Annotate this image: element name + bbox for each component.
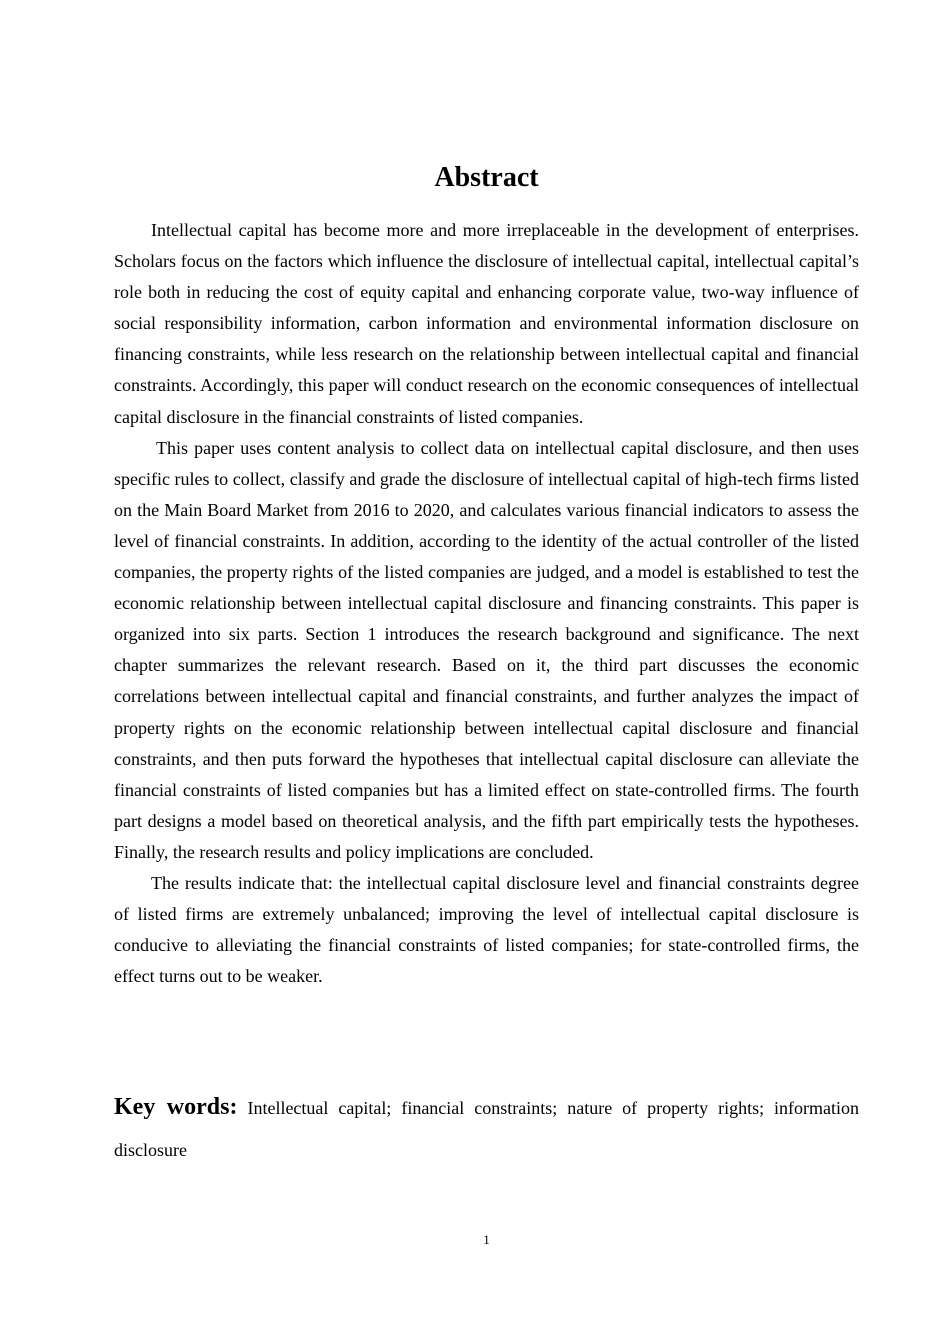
abstract-paragraph-2: This paper uses content analysis to collect data on intellectual capital disclosure, and then uses specific rules to collect, classify and grade the disclosure of intellectual capital of high-tech firms listed on the Main Board Market from 2016 to 2020, and calculates various financial indicators to assess the level of financial constraints. In addition, according to the identity of the actual controller of the listed companies, the property rights of the listed companies are judged, and a model is established to test the economic relationship between intellectual capital disclosure and financing constraints. This paper is organized into six parts. Section 1 introduces the research background and significance. The next chapter summarizes the relevant research. Based on it, the third part discusses the economic correlations between intellectual capital and financial constraints, and further analyzes the impact of property rights on the economic relationship between intellectual capital disclosure and financial constraints, and then puts forward the hypotheses that intellectual capital disclosure can alleviate the financial constraints of listed companies but has a limited effect on state-controlled firms. The fourth part designs a model based on theoretical analysis, and the fifth part empirically tests the hypotheses. Finally, the research results and policy implications are concluded. — [114, 437, 859, 862]
abstract-title: Abstract — [434, 162, 539, 193]
abstract-paragraph-1: Intellectual capital has become more and more irreplaceable in the development of enterprises. Scholars focus on the factors which influence the disclosure of intellectual capital, intellectual capital’s role both in reducing the cost of equity capital and enhancing corporate value, two-way influence of social responsibility information, carbon information and environmental information disclosure on financing constraints, while less research on the relationship between intellectual capital and financial constraints. Accordingly, this paper will conduct research on the economic consequences of intellectual capital disclosure in the financial constraints of listed companies. — [114, 220, 859, 427]
keywords-label: Key words: — [114, 1094, 238, 1120]
page-number: 1 — [483, 1232, 490, 1247]
keywords-text: Intellectual capital; financial constraints; nature of property rights; information disclosure — [114, 1098, 860, 1160]
keywords-line — [114, 1086, 859, 1171]
abstract-body — [114, 215, 859, 992]
abstract-paragraph-3: The results indicate that: the intellectual capital disclosure level and financial constraints degree of listed firms are extremely unbalanced; improving the level of intellectual capital disclosure is conducive to alleviating the financial constraints of listed companies; for state-controlled firms, the effect turns out to be weaker. — [114, 872, 859, 987]
